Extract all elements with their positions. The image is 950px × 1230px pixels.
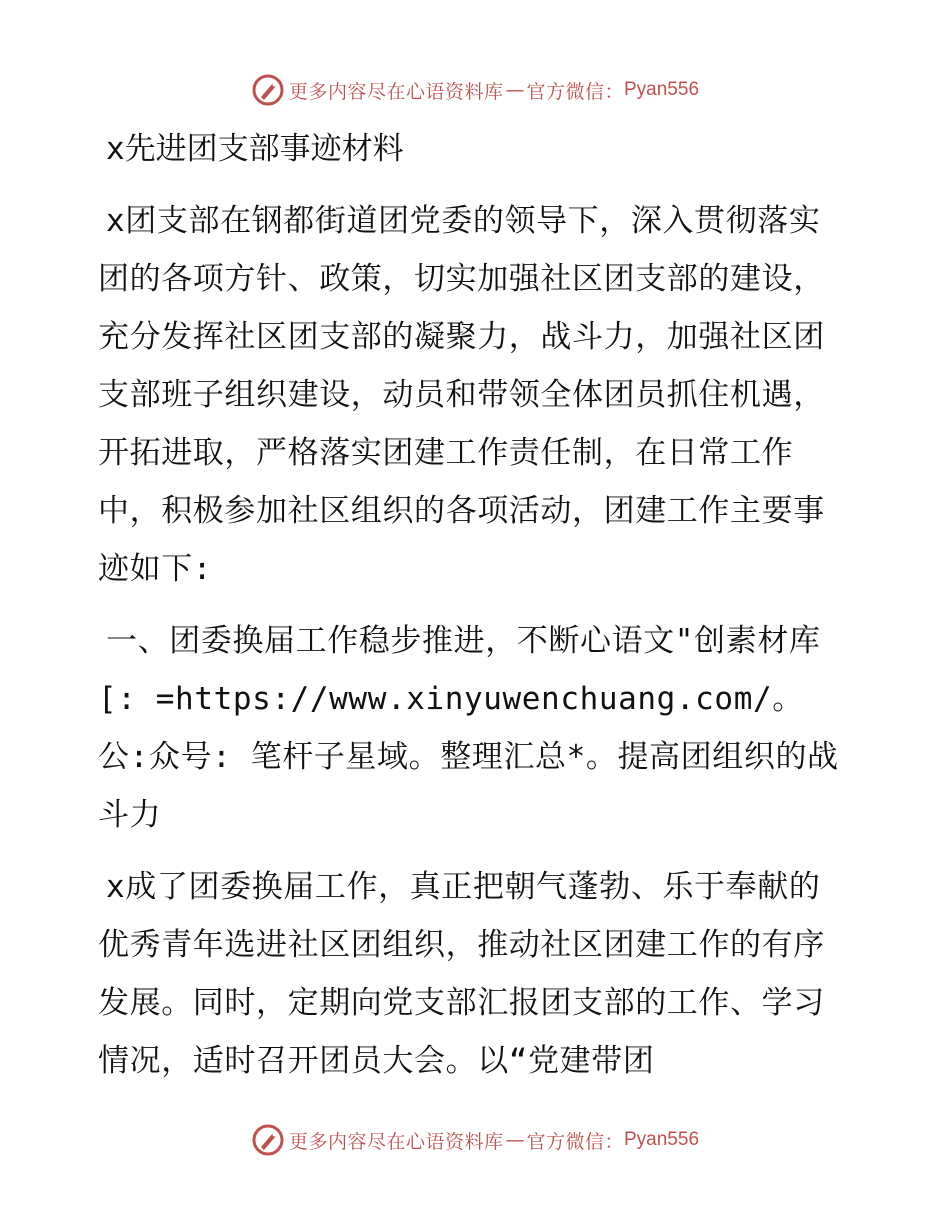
banner-wechat-id: Pyan556 [624, 79, 700, 100]
paragraph-2-text: 一、团委换届工作稳步推进，不断心语文"创素材库[: =https://www.xinyuwenchuang.com/。公:众号: 笔杆子星域。整理汇总*。提高团组织的战斗力 [98, 623, 839, 833]
footer-watermark-banner [0, 1120, 950, 1160]
document-body [98, 120, 850, 1090]
paragraph-1-text: x团支部在钢都街道团党委的领导下，深入贯彻落实团的各项方针、政策，切实加强社区团支部的建设，充分发挥社区团支部的凝聚力，战斗力，加强社区团支部班子组织建设，动员和带领全体团员抓住机遇，开拓进取，严格落实团建工作责任制，在日常工作中，积极参加社区组织的各项活动，团建工作主要事迹如下: [98, 203, 825, 587]
paragraph-3 [98, 858, 850, 1090]
paragraph-1 [98, 192, 850, 598]
banner-wechat-label: 官方微信： [526, 1130, 624, 1153]
document-title: x先进团支部事迹材料 [106, 131, 404, 167]
paragraph-3-text: x成了团委换届工作，真正把朝气蓬勃、乐于奉献的优秀青年选进社区团组织，推动社区团建工作的有序发展。同时，定期向党支部汇报团支部的工作、学习情况，适时召开团员大会。以“党建带团 [98, 869, 825, 1079]
banner-separator: — [505, 1129, 525, 1151]
paragraph-2 [98, 612, 850, 844]
banner-text: 更多内容尽在心语资料库 [288, 1130, 504, 1153]
banner-separator: — [505, 79, 525, 101]
banner-wechat-id: Pyan556 [624, 1129, 700, 1150]
header-watermark-banner [0, 70, 950, 110]
fountain-pen-logo-icon [251, 73, 285, 107]
banner-text: 更多内容尽在心语资料库 [288, 80, 504, 103]
fountain-pen-logo-icon [251, 1123, 285, 1157]
banner-wechat-label: 官方微信： [526, 80, 624, 103]
